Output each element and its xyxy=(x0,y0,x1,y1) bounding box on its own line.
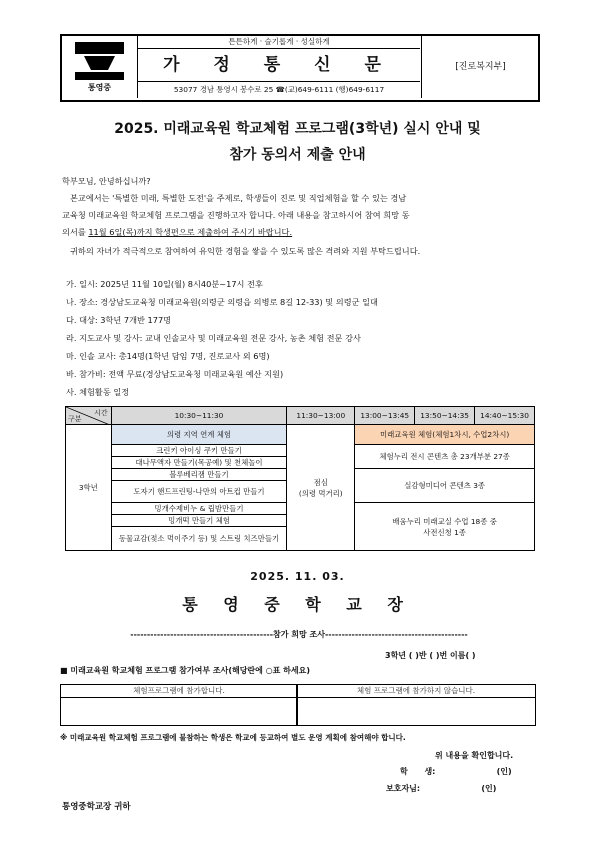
grade-cell: 3학년 xyxy=(66,425,112,551)
parent-signature: 보호자님: (인) xyxy=(386,784,497,793)
list-item: 나. 장소: 경상남도교육청 미래교육원(의령군 의령읍 의병로 8길 12-33) 및 의령군 일대 xyxy=(66,297,378,307)
mirae-item-line: 배움누리 미래교실 수업 18종 중 xyxy=(392,516,497,526)
greeting: 학부모님, 안녕하십니까? xyxy=(62,176,151,186)
issue-date: 2025. 11. 03. xyxy=(250,570,345,583)
mirae-item-line: 사전신청 1종 xyxy=(423,527,467,537)
local-item: 밍개수제비누 & 립밤만들기 xyxy=(111,503,287,515)
title-line-2: 참가 동의서 제출 안내 xyxy=(229,147,366,163)
option-decline[interactable] xyxy=(296,684,536,726)
intro-line-2: 교육청 미래교육원 학교체험 프로그램을 진행하고자 합니다. 아래 내용을 참고하시어 참여 희망 동 xyxy=(62,210,410,220)
mirae-item: 체험누리 전시 콘텐츠 총 23개부분 27종 xyxy=(355,445,535,469)
local-item: 도자기 핸드프린팅-나만의 아트컵 만들기 xyxy=(111,481,287,503)
option-attend-label: 체험프로그램에 참가합니다. xyxy=(61,685,297,698)
survey-options xyxy=(60,684,536,724)
school-logo xyxy=(62,36,138,98)
addressee: 통영중학교장 귀하 xyxy=(62,802,131,812)
local-item: 대나무액자 만들기(목공예) 및 천체놀이 xyxy=(111,457,287,469)
mirae-item: 실감형미디어 콘텐츠 3종 xyxy=(355,469,535,503)
student-info-line: 3학년 ( )반 ( )번 이름( ) xyxy=(385,651,476,660)
lunch-label: 점심 xyxy=(313,477,328,487)
time-header: 14:40~15:30 xyxy=(475,407,535,425)
newsletter-title: 가 정 통 신 문 xyxy=(138,49,420,82)
confirm-text: 위 내용을 확인합니다. xyxy=(435,751,514,760)
local-item: 크린키 아이싱 쿠키 만들기 xyxy=(111,445,287,457)
lunch-sub: (의령 먹거리) xyxy=(298,488,343,498)
local-item: 밍개떡 만들기 체험 xyxy=(111,515,287,527)
logo-caption: 통영중 xyxy=(87,83,112,92)
title-line-1: 2025. 미래교육원 학교체험 프로그램(3학년) 실시 안내 및 xyxy=(114,121,481,137)
schedule-table xyxy=(65,406,535,551)
survey-title: ■ 미래교육원 학교체험 프로그램 참가여부 조사(해당란에 ○표 하세요) xyxy=(60,666,311,675)
local-item: 동물교감(젖소 먹이주기 등) 및 스트링 치즈만들기 xyxy=(111,527,287,551)
document-title xyxy=(40,116,555,168)
intro-line-1: 본교에서는 '특별한 미래, 특별한 도전'을 주제로, 학생들이 진로 및 직업체험을 할 수 있는 경남 xyxy=(70,193,407,203)
department-label: [진로복지부] xyxy=(421,36,539,98)
lunch-cell xyxy=(287,425,355,551)
list-item: 가. 일시: 2025년 11월 10일(월) 8시40분~17시 전후 xyxy=(66,279,263,289)
principal-title: 통 영 중 학 교 장 xyxy=(182,595,413,614)
time-header: 10:30~11:30 xyxy=(111,407,287,425)
list-item: 사. 체험활동 일정 xyxy=(66,387,130,397)
survey-cutline: -------------------------------------------참가 희망 조사------------------------------------------- xyxy=(130,630,468,639)
time-header: 13:00~13:45 xyxy=(355,407,415,425)
student-signature: 학 생: (인) xyxy=(400,767,512,776)
intro-line-3-text: 의서를 xyxy=(62,227,89,237)
deadline-text: 11월 6일(목)까지 학생편으로 제출하여 주시기 바랍니다. xyxy=(88,227,293,237)
intro-line-3 xyxy=(62,224,540,241)
mirae-item xyxy=(355,503,535,551)
time-header: 13:50~14:35 xyxy=(415,407,475,425)
list-item: 다. 대상: 3학년 7개반 177명 xyxy=(66,315,172,325)
local-header: 의령 지역 연계 체험 xyxy=(111,425,287,445)
closing-paragraph: 귀하의 자녀가 적극적으로 참여하여 유익한 경험을 쌓을 수 있도록 많은 격려와 지원 부탁드립니다. xyxy=(70,246,421,256)
letter-header xyxy=(60,34,540,102)
school-motto: 튼튼하게 · 슬기롭게 · 성실하게 xyxy=(138,36,420,49)
corner-div-label: 구분 xyxy=(68,415,82,423)
intro-paragraph xyxy=(62,190,540,241)
list-item: 마. 인솔 교사: 총14명(1학년 담임 7명, 진로교사 외 6명) xyxy=(66,351,270,361)
school-address: 53077 경남 통영시 봉수로 25 ☎(교)649-6111 (행)649-6117 xyxy=(173,85,385,94)
notice-text: ※ 미래교육원 학교체험 프로그램에 불참하는 학생은 학교에 등교하여 별도 운영 계획에 참여해야 합니다. xyxy=(60,733,406,742)
list-item: 바. 참가비: 전액 무료(경상남도교육청 미래교육원 예산 지원) xyxy=(66,369,284,379)
mirae-header: 미래교육원 체험(체험1차시, 수업2차시) xyxy=(355,425,535,445)
corner-cell xyxy=(66,407,112,425)
list-item: 라. 지도교사 및 강사: 교내 인솔교사 및 미래교육원 전문 강사, 농촌 체험 전문 강사 xyxy=(66,333,361,343)
local-item: 블루베리잼 만들기 xyxy=(111,469,287,481)
option-decline-label: 체험 프로그램에 참가하지 않습니다. xyxy=(297,685,535,698)
option-attend[interactable] xyxy=(60,684,298,726)
corner-time-label: 시간 xyxy=(94,409,108,417)
time-header: 11:30~13:00 xyxy=(287,407,355,425)
